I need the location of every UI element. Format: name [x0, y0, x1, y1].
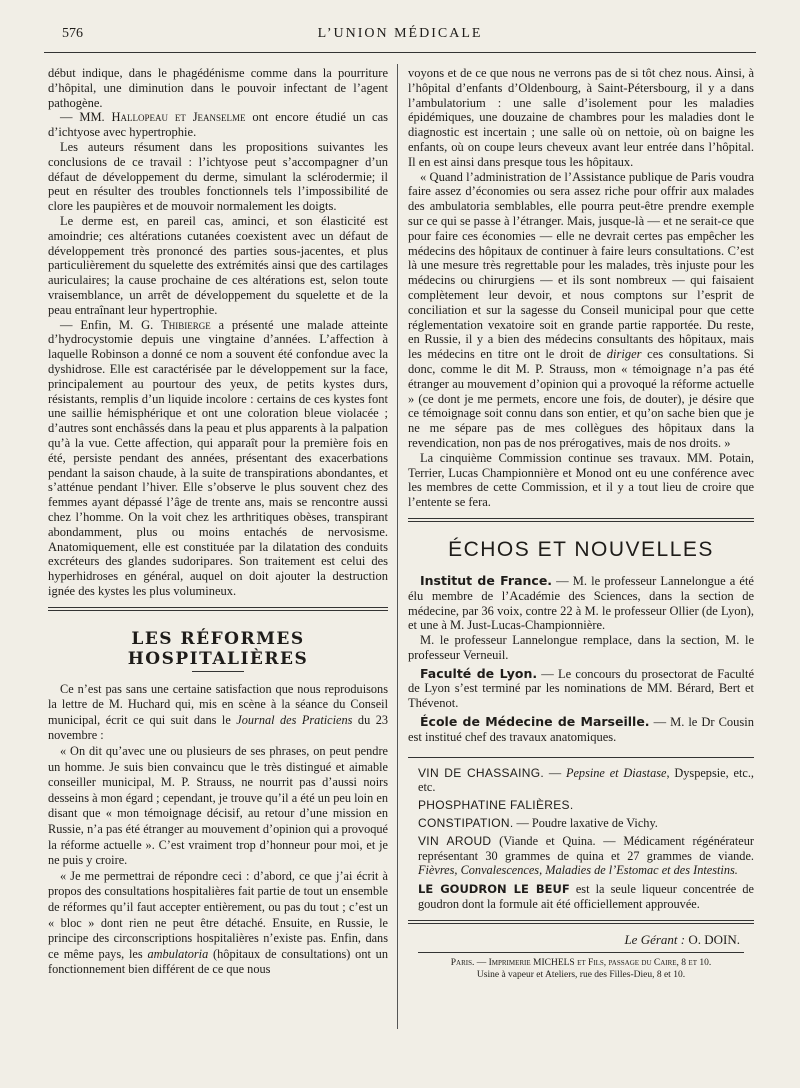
advert: VIN AROUD (Viande et Quina. — Médicament régénérateur représentant 30 grammes de quina et 27 grammes de viande. Fièvres, Convalescences, Maladies de l’Estomac et des Intestins. [418, 833, 754, 878]
paragraph: Le derme est, en pareil cas, aminci, et son élasticité est amoindrie; ces altérations cutanées coexistent avec un défaut de développement très prononcé des parties sous-jacentes, et plus particulièrement du squelette des extrémités ainsi que des cartilages auriculaires; la cause prochaine de ces altérations est, selon toute vraisemblance, un arrêt de développement du squelette et de la peau entraînant leur hypertrophie. [48, 213, 388, 317]
paragraph: voyons et de ce que nous ne verrons pas de si tôt chez nous. Ainsi, à l’hôpital d’enfants d’Oldenbourg, à Saint-Pétersbourg, il y a dans l’ambulatorium : une salle d’isolement pour les maladies épidémiques, une douzaine de chambres pour les maladies dont le diagnostic est incertain ; une salle où on nettoie, où on baigne les enfants, où on coupe leurs cheveux avant leur entrée dans l’hôpital. Il en est ainsi dans presque tous les hôpitaux. [408, 66, 754, 169]
header-rule [44, 52, 756, 53]
gerant-signature: Le Gérant : O. DOIN. [624, 931, 740, 947]
news-item: M. le professeur Lannelongue remplace, dans la section, M. le professeur Verneuil. [408, 633, 754, 662]
news-heading: École de Médecine de Marseille. [420, 714, 650, 730]
paragraph: « On dit qu’avec une ou plusieurs de ses phrases, on peut pendre un homme. Je suis bien convaincu que le très distingué et aimable conseiller municipal, M. P. Strauss, ne nourrit pas d’aussi noirs desseins à mon égard ; cependant, je trouve qu’il a été un peu loin en disant que « mon témoignage décisif, au retour d’une mission en Russie, n’a pas été étranger au mouvement d’opinion qui a provoqué la réforme actuelle ». C’est vraiment trop d’honneur pour moi, et je ne puis y croire. [48, 744, 388, 868]
section-title: LES RÉFORMES HOSPITALIÈRES [127, 628, 309, 669]
journal-title: L’UNION MÉDICALE [317, 26, 483, 41]
advertisements [408, 766, 754, 912]
right-column [408, 66, 754, 981]
footer-rule [418, 952, 744, 953]
paragraph: Les auteurs résument dans les propositions suivantes les conclusions de ce travail : l’ichtyose peut s’accompagner d’un défaut de développement du derme, simulant la sclérodermie; il peut en résulter des troubles fonctionnels tels l’impossibilité de clore les paupières et de mouvoir normalement les doigts. [48, 139, 388, 214]
echos-title: ÉCHOS ET NOUVELLES [448, 537, 714, 561]
paragraph: La cinquième Commission continue ses travaux. MM. Potain, Terrier, Lucas Championnière et Monod ont eu une conférence avec les membres de cette Commission, et il y a tout lieu de croire que l’entente se fera. [408, 450, 754, 510]
news-item: Faculté de Lyon. — Le concours du prosectorat de Faculté de Lyon s’est terminé par les nominations de MM. Bérard, Bert et Thévenot. [408, 665, 754, 711]
section-divider [48, 607, 388, 611]
paragraph: Ce n’est pas sans une certaine satisfaction que nous reproduisons la lettre de M. Huchard qui, mis en scène à la séance du Conseil municipal, écrit ce qui suit dans le Journal des Praticiens du 23 novembre : [48, 681, 388, 743]
ads-divider [408, 757, 754, 758]
paragraph: début indique, dans le phagédénisme comme dans la pourriture d’hôpital, une diminution dans le pouvoir infectant de l’agent pathogène. [48, 66, 388, 110]
paragraph: « Quand l’administration de l’Assistance publique de Paris voudra faire assez d’économies ou sera assez riche pour offrir aux malades des ambulatoria semblables, elle pourra peut-être prendre exemple sur ce qui se passe à l’étranger. Mais, jusque-là — et ne serait-ce que pour faire ces économies — elle ne devrait certes pas empêcher les médecins des hôpitaux de continuer à faire leurs consultations. C’est là une mesure très regrettable pour les malades, très injuste pour les médecins ou chirurgiens — et ils sont nombreux — qui faisaient complètement leur devoir, et nous comptons sur l’esprit de conciliation et sur la sagesse du Conseil municipal pour que cette réglementation vexatoire soit en grande partie rapportée. Du reste, en Russie, il y a bien des médecins consultants des hôpitaux, mais les médecins en titre ont le droit de diriger ces consultations. Si donc, comme le dit M. P. Strauss, mon « témoignage n’a pas été étranger au mouvement d’opinion qui a provoqué la réforme actuelle » (ce dont je me permets, encore une fois, de douter), je désire que ce témoignage soit connu dans son entier, et qu’on sache bien que je ne me sépare pas de mes collègues des hôpitaux dans la revendication, non pas de nos prérogatives, mais de nos droits. » [408, 169, 755, 450]
running-header [0, 22, 800, 46]
column-divider [397, 64, 398, 1029]
news-item: École de Médecine de Marseille. — M. le Dr Cousin est institué chef des travaux anatomiques. [408, 714, 754, 744]
journal-name: Journal des Praticiens [236, 712, 353, 727]
news-heading: Institut de France. [420, 572, 553, 588]
paragraph: — Enfin, M. G. Thibierge a présenté une malade atteinte d’hydrocystomie depuis une vingtaine d’années. L’affection à laquelle Robinson a donné ce nom a souvent été confondue avec la dyshidrose. Elle est caractérisée par le développement sur la face, principalement au pourtour des yeux, de petits kystes durs, résistants, remplis d’un liquide incolore : certains de ces kystes font une saillie hémisphérique et ont une coloration bleue violacée ; d’autres sont enchâssés dans la peau et plus apparents à la palpation qu’à la vue. Cette affection, qui apparaît pour la première fois en été, persiste pendant des années, présentant des exacerbations pendant la saison chaude, à la suite de transpirations abondantes, et s’atténue pendant l’hiver. Elle s’observe le plus souvent chez des femmes ayant dépassé l’âge de trente ans, mais se rencontre aussi chez l’homme. On la voit chez les arthritiques obèses, transpirant abondamment, plus ou moins entachés de nervosisme. Anatomiquement, elle est constituée par la dilatation des conduits excréteurs des glandes sudoripares. Son traitement est celui des hyperhidroses en général, auquel on doit ajouter la destruction ignée des kystes les plus volumineux. [48, 317, 388, 598]
author-names: Hallopeau et Jeanselme [111, 110, 246, 125]
page-number: 576 [62, 26, 83, 41]
advert: VIN DE CHASSAING. — Pepsine et Diastase, Dyspepsie, etc., etc. [418, 765, 754, 795]
advert: PHOSPHATINE FALIÈRES. [418, 798, 574, 813]
advert: CONSTIPATION. — Poudre laxative de Vichy. [418, 816, 658, 831]
section-divider [408, 518, 754, 522]
left-column [48, 66, 388, 978]
printer-imprint: Paris. — Imprimerie MICHELS et Fils, passage du Caire, 8 et 10. Usine à vapeur et Ateliers, rue des Filles-Dieu, 8 et 10. [450, 957, 712, 980]
author-name: Thibierge [161, 317, 211, 332]
section-divider [408, 920, 754, 924]
advert: LE GOUDRON LE BEUF est la seule liqueur concentrée de goudron dont la formule ait été officiellement approuvée. [418, 882, 754, 912]
paragraph: — MM. Hallopeau et Jeanselme ont encore étudié un cas d’ichtyose avec hypertrophie. [48, 110, 388, 140]
paragraph: « Je me permettrai de répondre ceci : d’abord, ce que j’ai écrit à propos des consultations hospitalières fait partie de tout un ensemble de réformes qu’il faut accepter entièrement, ou pas du tout ; c’est un « bloc » dont rien ne peut être détaché. Ensuite, en Russie, le principe des circonscriptions hospitalières n’existe pas. Enfin, dans ce même pays, les ambulatoria (hôpitaux de consultations) ont un fonctionnement bien différent de ce que nous [48, 868, 388, 977]
news-heading: Faculté de Lyon. [420, 665, 538, 681]
title-underline [192, 671, 244, 672]
news-item: Institut de France. — M. le professeur Lannelongue a été élu membre de l’Académie des Sciences, dans la section de médecine, par 36 voix, contre 22 à M. le professeur Ollier (de Lyon), et une à M. Just-Lucas-Championnière. [408, 572, 754, 633]
